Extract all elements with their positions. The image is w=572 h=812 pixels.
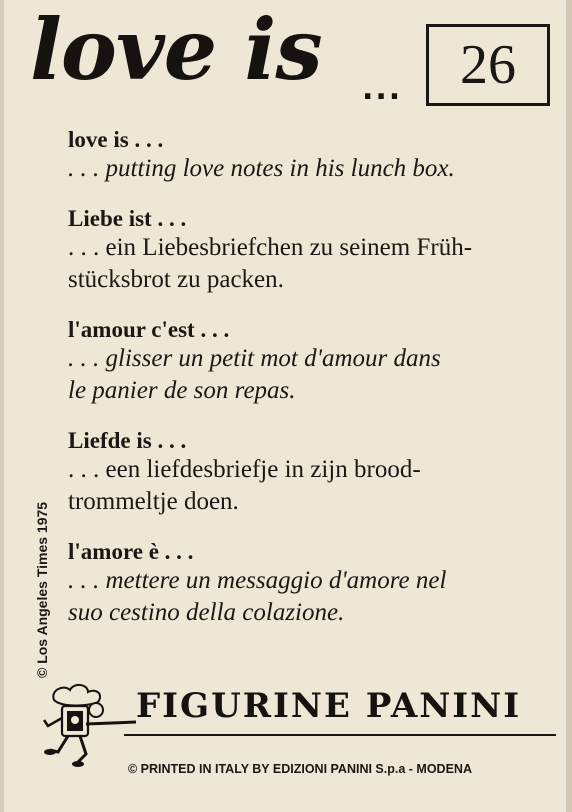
entry-heading: Liefde is . . .: [68, 428, 187, 453]
entry-text-line: . . . mettere un messaggio d'amore nel: [68, 567, 447, 594]
entry-heading: l'amour c'est . . .: [68, 317, 230, 342]
entry-french: [68, 316, 558, 407]
figurine-panini-logo: FIGURINE PANINI: [136, 686, 522, 726]
love-is-title: love is: [30, 0, 322, 99]
printed-in-italy-footer: © PRINTED IN ITALY BY EDIZIONI PANINI S.p.a - MODENA: [128, 762, 472, 776]
entry-german: [68, 205, 558, 296]
sticker-number: 26: [460, 34, 516, 96]
entry-text-line: . . . putting love notes in his lunch box.: [68, 155, 455, 182]
translations-list: [68, 126, 558, 649]
entry-italian: [68, 538, 558, 629]
entry-text-line: . . . ein Liebesbriefchen zu seinem Früh-: [68, 234, 473, 261]
entry-text-line: . . . een liefdesbriefje in zijn brood-: [68, 456, 421, 483]
entry-heading: Liebe ist . . .: [68, 206, 187, 231]
side-copyright: © Los Angeles Times 1975: [34, 501, 50, 678]
entry-dutch: [68, 427, 558, 518]
sticker-number-box: [426, 24, 550, 106]
entry-text-line: . . . glisser un petit mot d'amour dans: [68, 345, 441, 372]
panini-knight-mascot-icon: [40, 680, 136, 780]
entry-english: [68, 126, 558, 185]
entry-text-line: trommeltje doen.: [68, 488, 239, 515]
entry-heading: l'amore è . . .: [68, 539, 194, 564]
entry-text-line: le panier de son repas.: [68, 377, 296, 404]
logo-underline: [124, 734, 556, 736]
entry-text-line: suo cestino della colazione.: [68, 599, 345, 626]
entry-text-line: stücksbrot zu packen.: [68, 266, 284, 293]
love-is-title-dots: ...: [362, 72, 403, 107]
entry-heading: love is . . .: [68, 127, 164, 152]
